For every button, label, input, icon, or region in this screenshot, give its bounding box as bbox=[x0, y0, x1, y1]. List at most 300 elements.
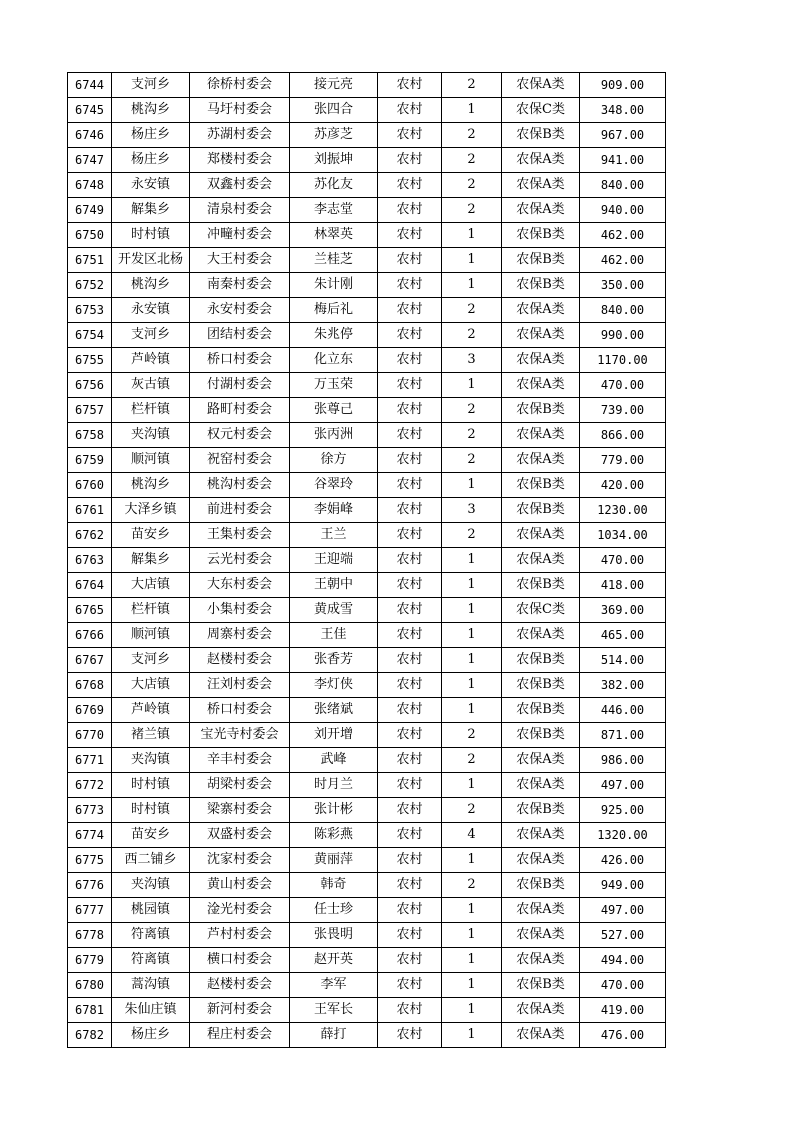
household-type-cell: 农村 bbox=[378, 723, 442, 748]
row-id-cell: 6746 bbox=[68, 123, 112, 148]
person-name-cell: 接元亮 bbox=[290, 73, 378, 98]
household-type-cell: 农村 bbox=[378, 523, 442, 548]
member-count-cell: 2 bbox=[442, 723, 502, 748]
person-name-cell: 刘振坤 bbox=[290, 148, 378, 173]
row-id-cell: 6744 bbox=[68, 73, 112, 98]
member-count-cell: 1 bbox=[442, 948, 502, 973]
row-id-cell: 6777 bbox=[68, 898, 112, 923]
insurance-class-cell: 农保A类 bbox=[502, 1023, 580, 1048]
table-row bbox=[68, 598, 666, 623]
member-count-cell: 1 bbox=[442, 1023, 502, 1048]
insurance-class-cell: 农保B类 bbox=[502, 798, 580, 823]
amount-cell: 497.00 bbox=[580, 773, 666, 798]
household-type-cell: 农村 bbox=[378, 998, 442, 1023]
amount-cell: 925.00 bbox=[580, 798, 666, 823]
person-name-cell: 韩奇 bbox=[290, 873, 378, 898]
amount-cell: 418.00 bbox=[580, 573, 666, 598]
household-type-cell: 农村 bbox=[378, 823, 442, 848]
member-count-cell: 1 bbox=[442, 248, 502, 273]
member-count-cell: 4 bbox=[442, 823, 502, 848]
amount-cell: 990.00 bbox=[580, 323, 666, 348]
amount-cell: 1170.00 bbox=[580, 348, 666, 373]
village-committee-cell: 付湖村委会 bbox=[190, 373, 290, 398]
amount-cell: 514.00 bbox=[580, 648, 666, 673]
village-committee-cell: 冲疃村委会 bbox=[190, 223, 290, 248]
township-cell: 杨庄乡 bbox=[112, 123, 190, 148]
person-name-cell: 李娟峰 bbox=[290, 498, 378, 523]
village-committee-cell: 芦村村委会 bbox=[190, 923, 290, 948]
row-id-cell: 6750 bbox=[68, 223, 112, 248]
table-row bbox=[68, 273, 666, 298]
row-id-cell: 6775 bbox=[68, 848, 112, 873]
insurance-class-cell: 农保A类 bbox=[502, 823, 580, 848]
table-row bbox=[68, 348, 666, 373]
township-cell: 符离镇 bbox=[112, 948, 190, 973]
amount-cell: 949.00 bbox=[580, 873, 666, 898]
amount-cell: 470.00 bbox=[580, 373, 666, 398]
member-count-cell: 2 bbox=[442, 798, 502, 823]
township-cell: 杨庄乡 bbox=[112, 148, 190, 173]
row-id-cell: 6780 bbox=[68, 973, 112, 998]
amount-cell: 419.00 bbox=[580, 998, 666, 1023]
person-name-cell: 任士珍 bbox=[290, 898, 378, 923]
row-id-cell: 6756 bbox=[68, 373, 112, 398]
table-row bbox=[68, 923, 666, 948]
member-count-cell: 1 bbox=[442, 773, 502, 798]
insurance-class-cell: 农保B类 bbox=[502, 498, 580, 523]
amount-cell: 909.00 bbox=[580, 73, 666, 98]
amount-cell: 1320.00 bbox=[580, 823, 666, 848]
amount-cell: 497.00 bbox=[580, 898, 666, 923]
row-id-cell: 6779 bbox=[68, 948, 112, 973]
township-cell: 栏杆镇 bbox=[112, 598, 190, 623]
person-name-cell: 武峰 bbox=[290, 748, 378, 773]
township-cell: 朱仙庄镇 bbox=[112, 998, 190, 1023]
table-row bbox=[68, 473, 666, 498]
township-cell: 顺河镇 bbox=[112, 448, 190, 473]
table-row bbox=[68, 998, 666, 1023]
insurance-class-cell: 农保B类 bbox=[502, 473, 580, 498]
person-name-cell: 李灯侠 bbox=[290, 673, 378, 698]
household-type-cell: 农村 bbox=[378, 198, 442, 223]
row-id-cell: 6748 bbox=[68, 173, 112, 198]
village-committee-cell: 南秦村委会 bbox=[190, 273, 290, 298]
member-count-cell: 1 bbox=[442, 998, 502, 1023]
person-name-cell: 万玉荣 bbox=[290, 373, 378, 398]
row-id-cell: 6769 bbox=[68, 698, 112, 723]
village-committee-cell: 祝窑村委会 bbox=[190, 448, 290, 473]
household-type-cell: 农村 bbox=[378, 623, 442, 648]
amount-cell: 1230.00 bbox=[580, 498, 666, 523]
household-type-cell: 农村 bbox=[378, 1023, 442, 1048]
table-row bbox=[68, 98, 666, 123]
insurance-class-cell: 农保A类 bbox=[502, 298, 580, 323]
village-committee-cell: 赵楼村委会 bbox=[190, 648, 290, 673]
household-type-cell: 农村 bbox=[378, 348, 442, 373]
row-id-cell: 6757 bbox=[68, 398, 112, 423]
person-name-cell: 李军 bbox=[290, 973, 378, 998]
village-committee-cell: 大王村委会 bbox=[190, 248, 290, 273]
table-row bbox=[68, 898, 666, 923]
township-cell: 解集乡 bbox=[112, 548, 190, 573]
row-id-cell: 6766 bbox=[68, 623, 112, 648]
insurance-class-cell: 农保A类 bbox=[502, 773, 580, 798]
amount-cell: 739.00 bbox=[580, 398, 666, 423]
table-row bbox=[68, 723, 666, 748]
township-cell: 苗安乡 bbox=[112, 523, 190, 548]
household-type-cell: 农村 bbox=[378, 323, 442, 348]
village-committee-cell: 小集村委会 bbox=[190, 598, 290, 623]
table-row bbox=[68, 673, 666, 698]
amount-cell: 840.00 bbox=[580, 298, 666, 323]
row-id-cell: 6778 bbox=[68, 923, 112, 948]
table-row bbox=[68, 873, 666, 898]
township-cell: 栏杆镇 bbox=[112, 398, 190, 423]
household-type-cell: 农村 bbox=[378, 873, 442, 898]
insurance-class-cell: 农保B类 bbox=[502, 123, 580, 148]
table-row bbox=[68, 198, 666, 223]
insurance-class-cell: 农保A类 bbox=[502, 898, 580, 923]
household-type-cell: 农村 bbox=[378, 423, 442, 448]
table-row bbox=[68, 123, 666, 148]
village-committee-cell: 权元村委会 bbox=[190, 423, 290, 448]
township-cell: 开发区北杨 bbox=[112, 248, 190, 273]
village-committee-cell: 程庄村委会 bbox=[190, 1023, 290, 1048]
township-cell: 苗安乡 bbox=[112, 823, 190, 848]
household-type-cell: 农村 bbox=[378, 473, 442, 498]
amount-cell: 986.00 bbox=[580, 748, 666, 773]
amount-cell: 967.00 bbox=[580, 123, 666, 148]
village-committee-cell: 宝光寺村委会 bbox=[190, 723, 290, 748]
member-count-cell: 1 bbox=[442, 848, 502, 873]
insurance-class-cell: 农保B类 bbox=[502, 673, 580, 698]
amount-cell: 462.00 bbox=[580, 223, 666, 248]
table-row bbox=[68, 423, 666, 448]
township-cell: 永安镇 bbox=[112, 173, 190, 198]
village-committee-cell: 桥口村委会 bbox=[190, 348, 290, 373]
township-cell: 顺河镇 bbox=[112, 623, 190, 648]
township-cell: 桃沟乡 bbox=[112, 473, 190, 498]
person-name-cell: 王佳 bbox=[290, 623, 378, 648]
member-count-cell: 2 bbox=[442, 523, 502, 548]
row-id-cell: 6759 bbox=[68, 448, 112, 473]
amount-cell: 940.00 bbox=[580, 198, 666, 223]
person-name-cell: 梅后礼 bbox=[290, 298, 378, 323]
amount-cell: 446.00 bbox=[580, 698, 666, 723]
member-count-cell: 1 bbox=[442, 698, 502, 723]
insurance-class-cell: 农保A类 bbox=[502, 73, 580, 98]
table-row bbox=[68, 148, 666, 173]
table-row bbox=[68, 648, 666, 673]
amount-cell: 369.00 bbox=[580, 598, 666, 623]
member-count-cell: 2 bbox=[442, 298, 502, 323]
insurance-class-cell: 农保A类 bbox=[502, 173, 580, 198]
person-name-cell: 朱计刚 bbox=[290, 273, 378, 298]
row-id-cell: 6767 bbox=[68, 648, 112, 673]
household-type-cell: 农村 bbox=[378, 773, 442, 798]
table-row bbox=[68, 773, 666, 798]
member-count-cell: 3 bbox=[442, 498, 502, 523]
person-name-cell: 朱兆停 bbox=[290, 323, 378, 348]
amount-cell: 470.00 bbox=[580, 548, 666, 573]
village-committee-cell: 胡梁村委会 bbox=[190, 773, 290, 798]
village-committee-cell: 双盛村委会 bbox=[190, 823, 290, 848]
member-count-cell: 1 bbox=[442, 548, 502, 573]
row-id-cell: 6772 bbox=[68, 773, 112, 798]
village-committee-cell: 赵楼村委会 bbox=[190, 973, 290, 998]
amount-cell: 779.00 bbox=[580, 448, 666, 473]
township-cell: 时村镇 bbox=[112, 223, 190, 248]
table-body bbox=[68, 73, 666, 1048]
table-row bbox=[68, 323, 666, 348]
township-cell: 芦岭镇 bbox=[112, 348, 190, 373]
township-cell: 杨庄乡 bbox=[112, 1023, 190, 1048]
township-cell: 时村镇 bbox=[112, 773, 190, 798]
table-row bbox=[68, 698, 666, 723]
person-name-cell: 时月兰 bbox=[290, 773, 378, 798]
person-name-cell: 谷翠玲 bbox=[290, 473, 378, 498]
person-name-cell: 黄丽萍 bbox=[290, 848, 378, 873]
table-row bbox=[68, 73, 666, 98]
member-count-cell: 2 bbox=[442, 323, 502, 348]
row-id-cell: 6752 bbox=[68, 273, 112, 298]
member-count-cell: 2 bbox=[442, 173, 502, 198]
township-cell: 大店镇 bbox=[112, 673, 190, 698]
member-count-cell: 2 bbox=[442, 873, 502, 898]
amount-cell: 840.00 bbox=[580, 173, 666, 198]
person-name-cell: 赵开英 bbox=[290, 948, 378, 973]
village-committee-cell: 永安村委会 bbox=[190, 298, 290, 323]
row-id-cell: 6747 bbox=[68, 148, 112, 173]
person-name-cell: 王兰 bbox=[290, 523, 378, 548]
household-type-cell: 农村 bbox=[378, 923, 442, 948]
insurance-class-cell: 农保A类 bbox=[502, 323, 580, 348]
insurance-class-cell: 农保B类 bbox=[502, 273, 580, 298]
township-cell: 蒿沟镇 bbox=[112, 973, 190, 998]
village-committee-cell: 团结村委会 bbox=[190, 323, 290, 348]
insurance-class-cell: 农保A类 bbox=[502, 348, 580, 373]
member-count-cell: 1 bbox=[442, 273, 502, 298]
village-committee-cell: 苏湖村委会 bbox=[190, 123, 290, 148]
row-id-cell: 6765 bbox=[68, 598, 112, 623]
amount-cell: 382.00 bbox=[580, 673, 666, 698]
person-name-cell: 张丙洲 bbox=[290, 423, 378, 448]
person-name-cell: 张计彬 bbox=[290, 798, 378, 823]
table-row bbox=[68, 248, 666, 273]
amount-cell: 426.00 bbox=[580, 848, 666, 873]
table-row bbox=[68, 823, 666, 848]
member-count-cell: 2 bbox=[442, 398, 502, 423]
township-cell: 符离镇 bbox=[112, 923, 190, 948]
amount-cell: 866.00 bbox=[580, 423, 666, 448]
village-committee-cell: 淦光村委会 bbox=[190, 898, 290, 923]
household-type-cell: 农村 bbox=[378, 298, 442, 323]
insurance-class-cell: 农保B类 bbox=[502, 573, 580, 598]
insurance-class-cell: 农保A类 bbox=[502, 848, 580, 873]
member-count-cell: 2 bbox=[442, 123, 502, 148]
household-type-cell: 农村 bbox=[378, 798, 442, 823]
amount-cell: 1034.00 bbox=[580, 523, 666, 548]
member-count-cell: 1 bbox=[442, 923, 502, 948]
township-cell: 解集乡 bbox=[112, 198, 190, 223]
table-row bbox=[68, 623, 666, 648]
township-cell: 芦岭镇 bbox=[112, 698, 190, 723]
row-id-cell: 6758 bbox=[68, 423, 112, 448]
village-committee-cell: 黄山村委会 bbox=[190, 873, 290, 898]
township-cell: 夹沟镇 bbox=[112, 423, 190, 448]
member-count-cell: 1 bbox=[442, 648, 502, 673]
village-committee-cell: 梁寨村委会 bbox=[190, 798, 290, 823]
insurance-class-cell: 农保B类 bbox=[502, 248, 580, 273]
household-type-cell: 农村 bbox=[378, 223, 442, 248]
household-type-cell: 农村 bbox=[378, 673, 442, 698]
household-type-cell: 农村 bbox=[378, 648, 442, 673]
household-type-cell: 农村 bbox=[378, 98, 442, 123]
person-name-cell: 林翠英 bbox=[290, 223, 378, 248]
household-type-cell: 农村 bbox=[378, 273, 442, 298]
insurance-class-cell: 农保B类 bbox=[502, 973, 580, 998]
member-count-cell: 2 bbox=[442, 423, 502, 448]
person-name-cell: 李志堂 bbox=[290, 198, 378, 223]
village-committee-cell: 桃沟村委会 bbox=[190, 473, 290, 498]
table-row bbox=[68, 848, 666, 873]
insurance-class-cell: 农保A类 bbox=[502, 748, 580, 773]
member-count-cell: 2 bbox=[442, 148, 502, 173]
village-committee-cell: 王集村委会 bbox=[190, 523, 290, 548]
household-type-cell: 农村 bbox=[378, 123, 442, 148]
amount-cell: 527.00 bbox=[580, 923, 666, 948]
person-name-cell: 陈彩燕 bbox=[290, 823, 378, 848]
table-row bbox=[68, 298, 666, 323]
village-committee-cell: 郑楼村委会 bbox=[190, 148, 290, 173]
insurance-class-cell: 农保A类 bbox=[502, 548, 580, 573]
insurance-class-cell: 农保A类 bbox=[502, 448, 580, 473]
household-type-cell: 农村 bbox=[378, 698, 442, 723]
insurance-class-cell: 农保B类 bbox=[502, 648, 580, 673]
table-row bbox=[68, 973, 666, 998]
township-cell: 支河乡 bbox=[112, 323, 190, 348]
township-cell: 夹沟镇 bbox=[112, 748, 190, 773]
person-name-cell: 张畏明 bbox=[290, 923, 378, 948]
row-id-cell: 6754 bbox=[68, 323, 112, 348]
amount-cell: 476.00 bbox=[580, 1023, 666, 1048]
amount-cell: 350.00 bbox=[580, 273, 666, 298]
insurance-class-cell: 农保B类 bbox=[502, 723, 580, 748]
village-committee-cell: 汪刘村委会 bbox=[190, 673, 290, 698]
amount-cell: 348.00 bbox=[580, 98, 666, 123]
household-type-cell: 农村 bbox=[378, 373, 442, 398]
member-count-cell: 1 bbox=[442, 98, 502, 123]
member-count-cell: 2 bbox=[442, 73, 502, 98]
table-row bbox=[68, 1023, 666, 1048]
village-committee-cell: 清泉村委会 bbox=[190, 198, 290, 223]
amount-cell: 871.00 bbox=[580, 723, 666, 748]
insurance-class-cell: 农保A类 bbox=[502, 523, 580, 548]
row-id-cell: 6781 bbox=[68, 998, 112, 1023]
member-count-cell: 1 bbox=[442, 623, 502, 648]
household-type-cell: 农村 bbox=[378, 498, 442, 523]
person-name-cell: 刘开增 bbox=[290, 723, 378, 748]
row-id-cell: 6763 bbox=[68, 548, 112, 573]
amount-cell: 494.00 bbox=[580, 948, 666, 973]
village-committee-cell: 徐桥村委会 bbox=[190, 73, 290, 98]
member-count-cell: 1 bbox=[442, 223, 502, 248]
member-count-cell: 1 bbox=[442, 573, 502, 598]
person-name-cell: 薛打 bbox=[290, 1023, 378, 1048]
household-type-cell: 农村 bbox=[378, 73, 442, 98]
amount-cell: 462.00 bbox=[580, 248, 666, 273]
township-cell: 灰古镇 bbox=[112, 373, 190, 398]
person-name-cell: 王迎端 bbox=[290, 548, 378, 573]
row-id-cell: 6760 bbox=[68, 473, 112, 498]
table-row bbox=[68, 173, 666, 198]
village-committee-cell: 新河村委会 bbox=[190, 998, 290, 1023]
member-count-cell: 2 bbox=[442, 748, 502, 773]
amount-cell: 420.00 bbox=[580, 473, 666, 498]
person-name-cell: 张绪斌 bbox=[290, 698, 378, 723]
subsidy-table bbox=[67, 72, 666, 1048]
person-name-cell: 苏化友 bbox=[290, 173, 378, 198]
row-id-cell: 6771 bbox=[68, 748, 112, 773]
table-row bbox=[68, 798, 666, 823]
household-type-cell: 农村 bbox=[378, 948, 442, 973]
row-id-cell: 6768 bbox=[68, 673, 112, 698]
person-name-cell: 王军长 bbox=[290, 998, 378, 1023]
village-committee-cell: 马圩村委会 bbox=[190, 98, 290, 123]
household-type-cell: 农村 bbox=[378, 173, 442, 198]
township-cell: 支河乡 bbox=[112, 648, 190, 673]
insurance-class-cell: 农保C类 bbox=[502, 98, 580, 123]
household-type-cell: 农村 bbox=[378, 573, 442, 598]
person-name-cell: 张四合 bbox=[290, 98, 378, 123]
village-committee-cell: 前进村委会 bbox=[190, 498, 290, 523]
township-cell: 支河乡 bbox=[112, 73, 190, 98]
insurance-class-cell: 农保B类 bbox=[502, 873, 580, 898]
person-name-cell: 张尊己 bbox=[290, 398, 378, 423]
member-count-cell: 1 bbox=[442, 473, 502, 498]
amount-cell: 465.00 bbox=[580, 623, 666, 648]
row-id-cell: 6749 bbox=[68, 198, 112, 223]
person-name-cell: 徐方 bbox=[290, 448, 378, 473]
household-type-cell: 农村 bbox=[378, 973, 442, 998]
row-id-cell: 6774 bbox=[68, 823, 112, 848]
person-name-cell: 黄成雪 bbox=[290, 598, 378, 623]
person-name-cell: 化立东 bbox=[290, 348, 378, 373]
table-row bbox=[68, 498, 666, 523]
township-cell: 时村镇 bbox=[112, 798, 190, 823]
insurance-class-cell: 农保A类 bbox=[502, 198, 580, 223]
table-row bbox=[68, 748, 666, 773]
township-cell: 褚兰镇 bbox=[112, 723, 190, 748]
member-count-cell: 2 bbox=[442, 198, 502, 223]
row-id-cell: 6753 bbox=[68, 298, 112, 323]
insurance-class-cell: 农保A类 bbox=[502, 623, 580, 648]
household-type-cell: 农村 bbox=[378, 898, 442, 923]
member-count-cell: 1 bbox=[442, 673, 502, 698]
insurance-class-cell: 农保B类 bbox=[502, 698, 580, 723]
household-type-cell: 农村 bbox=[378, 848, 442, 873]
row-id-cell: 6776 bbox=[68, 873, 112, 898]
row-id-cell: 6770 bbox=[68, 723, 112, 748]
member-count-cell: 1 bbox=[442, 898, 502, 923]
household-type-cell: 农村 bbox=[378, 748, 442, 773]
table-row bbox=[68, 548, 666, 573]
village-committee-cell: 大东村委会 bbox=[190, 573, 290, 598]
table-row bbox=[68, 948, 666, 973]
row-id-cell: 6773 bbox=[68, 798, 112, 823]
township-cell: 西二铺乡 bbox=[112, 848, 190, 873]
township-cell: 桃园镇 bbox=[112, 898, 190, 923]
